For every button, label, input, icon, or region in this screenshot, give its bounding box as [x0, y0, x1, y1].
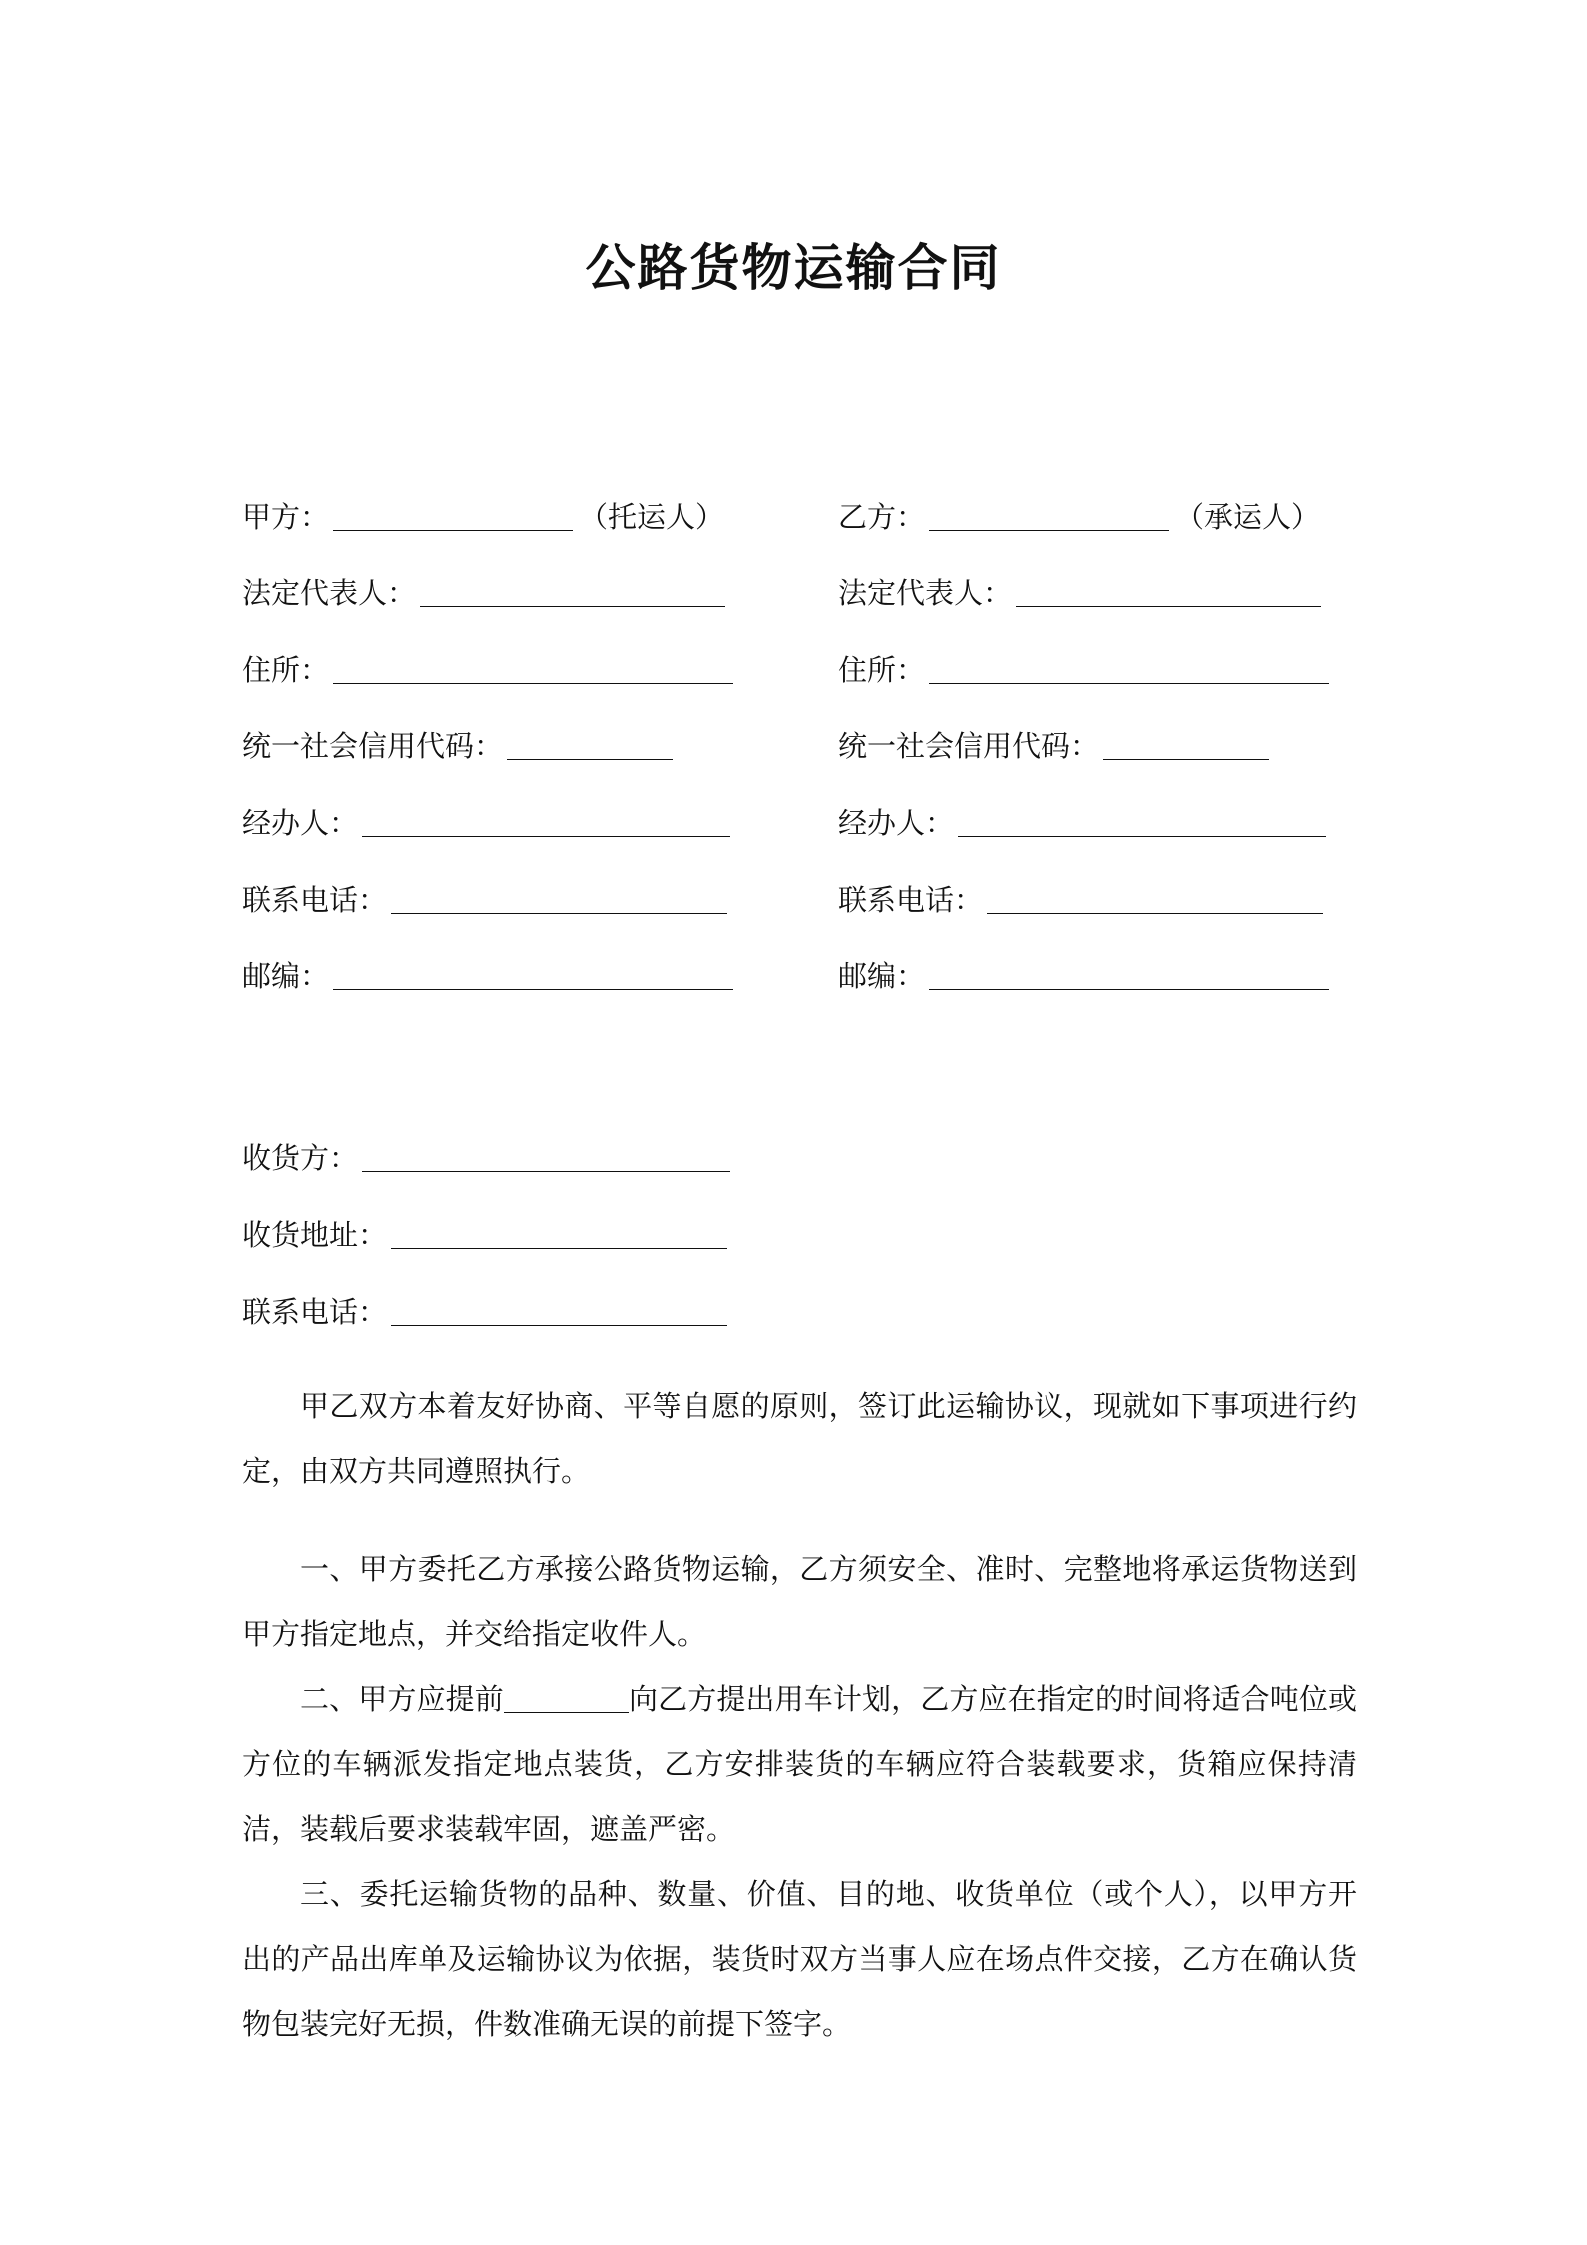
- party-a-address-field: [242, 640, 733, 690]
- clause-2: [242, 1667, 1357, 1862]
- party-b-postcode-label: 邮编：: [838, 959, 926, 993]
- party-b-agent-label: 经办人：: [838, 806, 955, 840]
- party-a-address-blank[interactable]: [333, 651, 733, 684]
- party-b-postcode-field: [838, 946, 1329, 996]
- clause-2-blank[interactable]: [504, 1680, 629, 1713]
- party-a-name-suffix: （托运人）: [579, 500, 725, 534]
- party-a-rep-field: [242, 563, 725, 613]
- party-b-address-label: 住所：: [838, 653, 926, 687]
- party-a-postcode-field: [242, 946, 733, 996]
- clause-2-after: 向乙方提出用车计划，乙方应在指定的时间将适合吨位或方位的车辆派发指定地点装货，乙方安排装货的车辆应符合装载要求，货箱应保持清洁，装载后要求装载牢固，遮盖严密。: [242, 1682, 1357, 1846]
- party-a-credit-code-blank[interactable]: [507, 727, 673, 760]
- consignee-phone-field: [242, 1282, 727, 1332]
- party-a-rep-label: 法定代表人：: [242, 576, 417, 610]
- party-a-agent-blank[interactable]: [362, 804, 730, 837]
- party-b-postcode-blank[interactable]: [929, 957, 1329, 990]
- party-a-name-blank[interactable]: [333, 498, 573, 531]
- party-b-credit-code-field: [838, 716, 1269, 766]
- party-b-phone-blank[interactable]: [987, 881, 1323, 914]
- contract-title: 公路货物运输合同: [585, 238, 1002, 297]
- party-b-name-blank[interactable]: [929, 498, 1169, 531]
- consignee-phone-label: 联系电话：: [242, 1295, 388, 1329]
- party-b-phone-field: [838, 870, 1323, 920]
- party-a-name-label: 甲方：: [242, 500, 330, 534]
- clause-2-before: 二、甲方应提前: [300, 1682, 504, 1716]
- consignee-address-blank[interactable]: [391, 1216, 727, 1249]
- party-a-agent-label: 经办人：: [242, 806, 359, 840]
- party-b-name-suffix: （承运人）: [1175, 500, 1321, 534]
- intro-paragraph: 甲乙双方本着友好协商、平等自愿的原则，签订此运输协议，现就如下事项进行约定，由双方共同遵照执行。: [242, 1389, 1357, 1488]
- party-a-phone-field: [242, 870, 727, 920]
- consignee-name-blank[interactable]: [362, 1139, 730, 1172]
- party-b-credit-code-label: 统一社会信用代码：: [838, 729, 1100, 763]
- party-a-address-label: 住所：: [242, 653, 330, 687]
- party-a-name-field: [242, 487, 724, 537]
- party-a-phone-blank[interactable]: [391, 881, 727, 914]
- party-b-agent-blank[interactable]: [958, 804, 1326, 837]
- party-a-postcode-blank[interactable]: [333, 957, 733, 990]
- party-a-postcode-label: 邮编：: [242, 959, 330, 993]
- consignee-address-label: 收货地址：: [242, 1218, 388, 1252]
- party-b-phone-label: 联系电话：: [838, 883, 984, 917]
- party-b-credit-code-blank[interactable]: [1103, 727, 1269, 760]
- party-b-name-field: [838, 487, 1320, 537]
- party-b-rep-label: 法定代表人：: [838, 576, 1013, 610]
- party-b-agent-field: [838, 793, 1326, 843]
- party-a-credit-code-label: 统一社会信用代码：: [242, 729, 504, 763]
- party-b-rep-blank[interactable]: [1016, 574, 1321, 607]
- party-b-address-blank[interactable]: [929, 651, 1329, 684]
- clause-1: 一、甲方委托乙方承接公路货物运输，乙方须安全、准时、完整地将承运货物送到甲方指定地点，并交给指定收件人。: [242, 1552, 1357, 1651]
- consignee-phone-blank[interactable]: [391, 1293, 727, 1326]
- party-b-address-field: [838, 640, 1329, 690]
- party-a-credit-code-field: [242, 716, 673, 766]
- party-a-agent-field: [242, 793, 730, 843]
- clause-3: 三、委托运输货物的品种、数量、价值、目的地、收货单位（或个人），以甲方开出的产品出库单及运输协议为依据，装货时双方当事人应在场点件交接，乙方在确认货物包装完好无损，件数准确无误的前提下签字。: [242, 1877, 1357, 2041]
- party-b-rep-field: [838, 563, 1321, 613]
- party-a-phone-label: 联系电话：: [242, 883, 388, 917]
- party-a-rep-blank[interactable]: [420, 574, 725, 607]
- consignee-name-label: 收货方：: [242, 1141, 359, 1175]
- consignee-name-field: [242, 1128, 730, 1178]
- consignee-address-field: [242, 1205, 727, 1255]
- party-b-name-label: 乙方：: [838, 500, 926, 534]
